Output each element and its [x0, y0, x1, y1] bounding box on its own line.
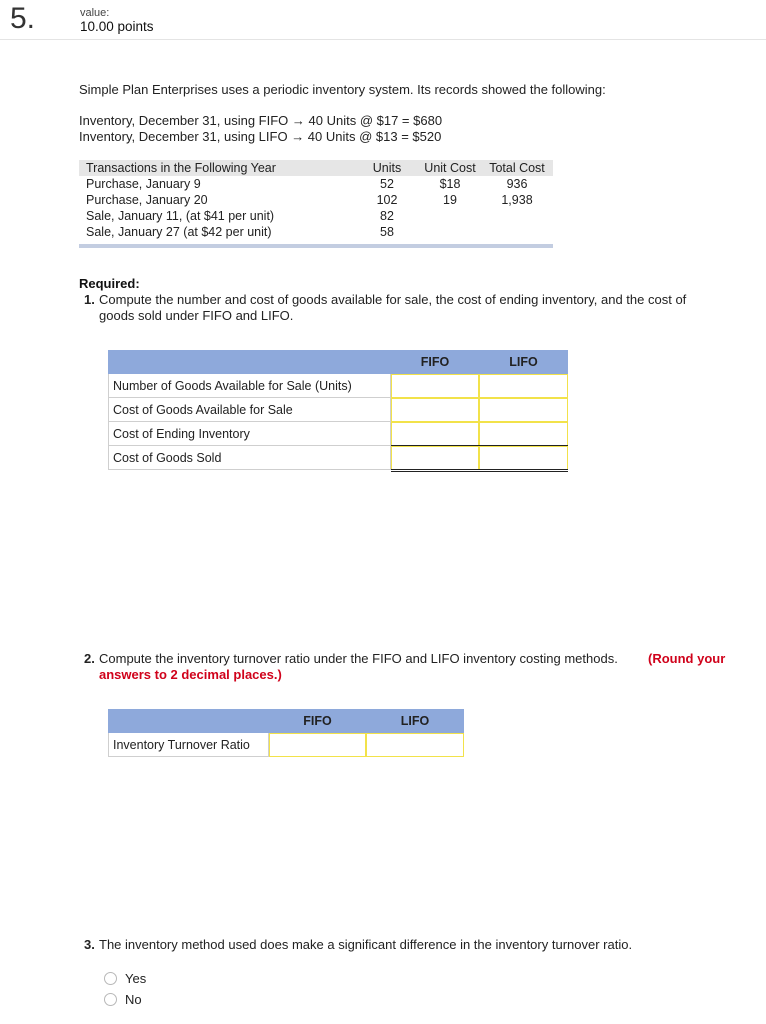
q3-text: The inventory method used does make a significant difference in the inventory turnover ratio.: [99, 937, 633, 952]
row-description: Purchase, January 9: [86, 177, 201, 191]
row-label-cost-goods-available: Cost of Goods Available for Sale: [108, 398, 391, 422]
table-row: [79, 176, 553, 192]
table-row: [79, 208, 553, 224]
fifo-cost-goods-sold-input[interactable]: [391, 446, 479, 470]
radio-label-no[interactable]: No: [125, 992, 142, 1007]
transactions-table: [79, 160, 553, 248]
row-label-goods-available-units: Number of Goods Available for Sale (Units): [108, 374, 391, 398]
header-total-cost: Total Cost: [489, 161, 545, 175]
intro-text: Simple Plan Enterprises uses a periodic inventory system. Its records showed the following:: [79, 82, 606, 97]
col-fifo: FIFO: [303, 714, 332, 728]
q2-instruction-part2: answers to 2 decimal places.): [99, 667, 282, 682]
row-description: Sale, January 11, (at $41 per unit): [86, 209, 275, 223]
col-lifo: LIFO: [400, 714, 430, 728]
q2-text: Compute the inventory turnover ratio under the FIFO and LIFO inventory costing methods.: [99, 651, 618, 666]
lifo-cost-ending-inventory-input[interactable]: [479, 422, 568, 446]
header-divider: [0, 39, 766, 40]
q2-number: 2.: [84, 651, 95, 666]
total-double-underline-1: [391, 469, 568, 470]
lifo-cost-goods-available-input[interactable]: [479, 398, 568, 422]
row-label-cost-goods-sold: Cost of Goods Sold: [108, 446, 391, 470]
header-units: Units: [372, 161, 402, 175]
lifo-turnover-input[interactable]: [366, 733, 464, 757]
row-units: 82: [380, 209, 394, 223]
lifo-goods-available-units-input[interactable]: [479, 374, 568, 398]
radio-yes[interactable]: [104, 972, 117, 985]
col-lifo: LIFO: [509, 355, 538, 369]
table-bottom-bar: [79, 244, 553, 248]
value-label: value:: [80, 7, 110, 19]
row-units: 58: [380, 225, 394, 239]
row-units: 52: [380, 177, 394, 191]
radio-label-yes[interactable]: Yes: [125, 971, 147, 986]
header-transactions: Transactions in the Following Year: [86, 161, 276, 175]
q1-text-line2: goods sold under FIFO and LIFO.: [99, 308, 294, 323]
row-label-cost-ending-inventory: Cost of Ending Inventory: [108, 422, 391, 446]
required-heading: Required:: [79, 276, 140, 291]
fifo-cost-ending-inventory-input[interactable]: [391, 422, 479, 446]
row-unit-cost: 19: [443, 193, 457, 207]
row-units: 102: [376, 193, 398, 207]
transactions-header-row: [79, 160, 553, 176]
q1-number: 1.: [84, 292, 95, 307]
table-row: [79, 192, 553, 208]
row-total-cost: 1,938: [501, 193, 533, 207]
q1-text-line1: Compute the number and cost of goods available for sale, the cost of ending inventory, and the cost of: [99, 292, 687, 307]
lifo-inventory-line: Inventory, December 31, using LIFO → 40 Units @ $13 = $520: [79, 129, 442, 144]
table-row: [79, 224, 553, 240]
header-unit-cost: Unit Cost: [424, 161, 476, 175]
row-unit-cost: $18: [439, 177, 461, 191]
row-description: Purchase, January 20: [86, 193, 208, 207]
question-number: 5.: [10, 2, 36, 35]
row-total-cost: 936: [506, 177, 528, 191]
fifo-inventory-line: Inventory, December 31, using FIFO → 40 Units @ $17 = $680: [79, 113, 443, 128]
fifo-cost-goods-available-input[interactable]: [391, 398, 479, 422]
total-double-underline-2: [391, 471, 568, 472]
value-points: 10.00 points: [80, 19, 154, 34]
lifo-cost-goods-sold-input[interactable]: [479, 446, 568, 470]
row-label-inventory-turnover: Inventory Turnover Ratio: [108, 733, 269, 757]
fifo-turnover-input[interactable]: [269, 733, 366, 757]
q2-instruction-part1: (Round your: [648, 651, 726, 666]
q3-number: 3.: [84, 937, 95, 952]
col-fifo: FIFO: [420, 355, 450, 369]
row-description: Sale, January 27 (at $42 per unit): [86, 225, 272, 239]
radio-no[interactable]: [104, 993, 117, 1006]
fifo-goods-available-units-input[interactable]: [391, 374, 479, 398]
